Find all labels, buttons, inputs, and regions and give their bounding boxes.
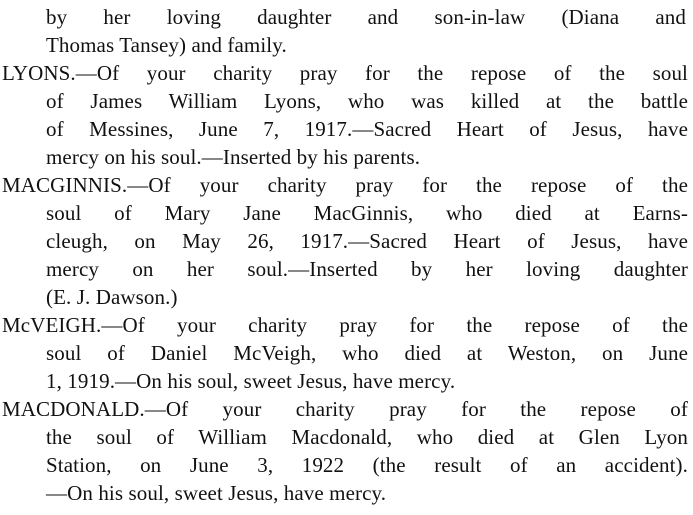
notice-line: soul of Mary Jane MacGinnis, who died at Earns- bbox=[46, 201, 688, 225]
notice-line: of James William Lyons, who was killed at the battle bbox=[46, 89, 688, 113]
notice-heading-line: McVEIGH.—Of your charity pray for the repose of the bbox=[2, 313, 688, 337]
notice-line: Thomas Tansey) and family. bbox=[46, 33, 287, 57]
notice-line: mercy on his soul.—Inserted by his parents. bbox=[46, 145, 421, 169]
notice-line: 1, 1919.—On his soul, sweet Jesus, have mercy. bbox=[46, 369, 456, 393]
notice-heading-line: LYONS.—Of your charity pray for the repose of the soul bbox=[2, 61, 688, 85]
notice-line: the soul of William Macdonald, who died at Glen Lyon bbox=[46, 425, 688, 449]
notice-line: (E. J. Dawson.) bbox=[46, 285, 178, 309]
notice-line: mercy on her soul.—Inserted by her loving daughter bbox=[46, 257, 688, 281]
notice-line: —On his soul, sweet Jesus, have mercy. bbox=[46, 481, 387, 505]
notice-heading-line: MACDONALD.—Of your charity pray for the repose of bbox=[2, 397, 688, 421]
notice-line: soul of Daniel McVeigh, who died at Weston, on June bbox=[46, 341, 688, 365]
notice-line: of Messines, June 7, 1917.—Sacred Heart of Jesus, have bbox=[46, 117, 688, 141]
notice-heading-line: MACGINNIS.—Of your charity pray for the repose of the bbox=[2, 173, 688, 197]
notice-line: by her loving daughter and son-in-law (Diana and bbox=[46, 5, 686, 29]
notice-line: cleugh, on May 26, 1917.—Sacred Heart of Jesus, have bbox=[46, 229, 688, 253]
notice-line: Station, on June 3, 1922 (the result of an accident). bbox=[46, 453, 688, 477]
